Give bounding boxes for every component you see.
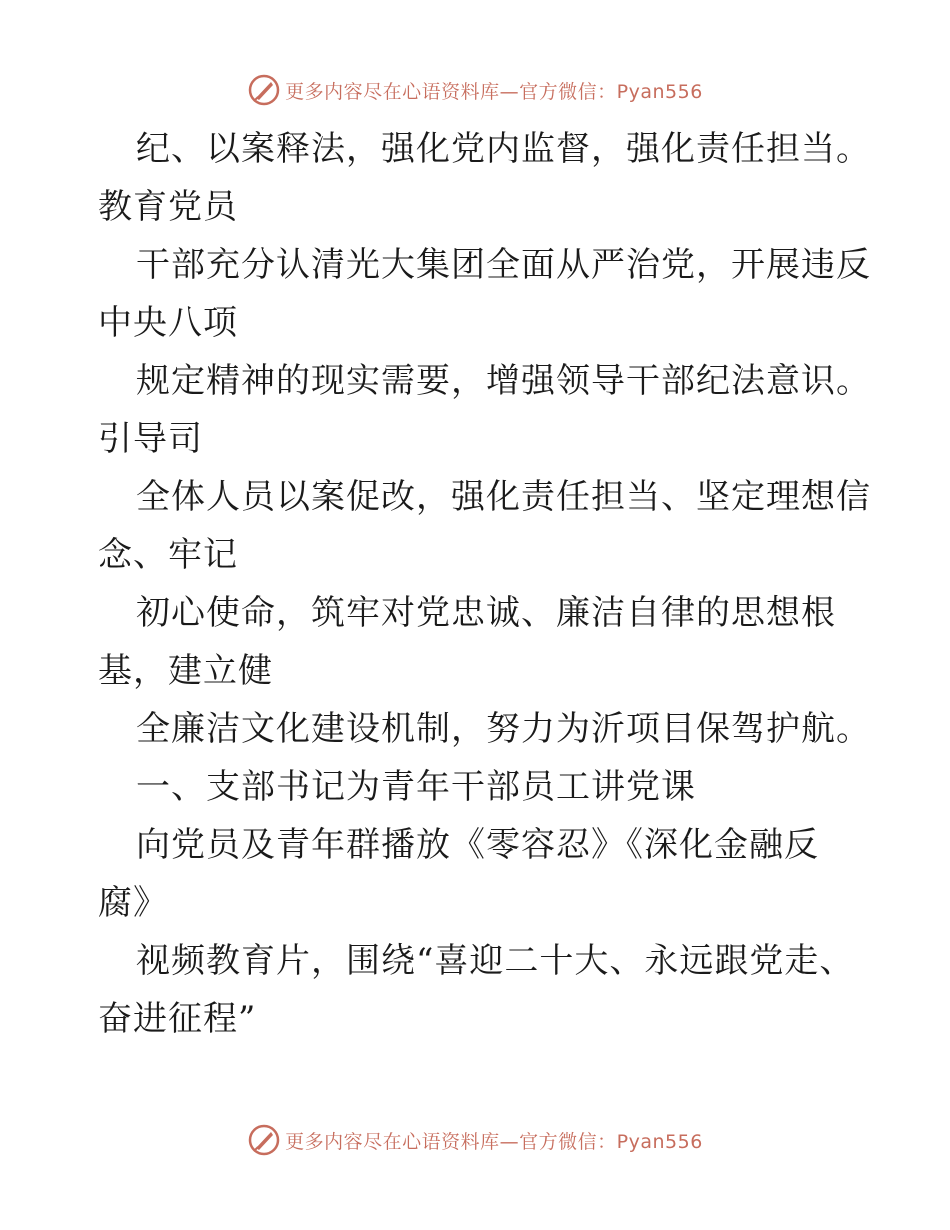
header-watermark [0, 70, 950, 110]
text-line: 视频教育片，围绕“喜迎二十大、永远跟党走、 [136, 941, 855, 981]
text-line: 纪、以案释法，强化党内监督，强化责任担当。 [136, 129, 871, 169]
text-line: 向党员及青年群播放《零容忍》《深化金融反 [136, 825, 819, 865]
text-line: 初心使命，筑牢对党忠诚、廉洁自律的思想根 [136, 593, 836, 633]
watermark-text: 更多内容尽在心语资料库—官方微信：Pyan556 [285, 1130, 703, 1153]
document-body [98, 120, 871, 1048]
text-line: 基，建立健 [98, 651, 273, 691]
text-line: 腐》 [98, 883, 168, 923]
text-line: 干部充分认清光大集团全面从严治党，开展违反 [136, 245, 871, 285]
quill-pen-icon [247, 73, 281, 107]
text-line: 念、牢记 [98, 535, 238, 575]
quill-pen-icon [247, 1123, 281, 1157]
section-heading: 一、支部书记为青年干部员工讲党课 [136, 767, 696, 807]
text-line: 中央八项 [98, 303, 238, 343]
footer-watermark [0, 1120, 950, 1160]
watermark-text: 更多内容尽在心语资料库—官方微信：Pyan556 [285, 80, 703, 103]
text-line: 奋进征程” [98, 999, 257, 1039]
text-line: 全体人员以案促改，强化责任担当、坚定理想信 [136, 477, 871, 517]
text-line: 规定精神的现实需要，增强领导干部纪法意识。 [136, 361, 871, 401]
text-line: 教育党员 [98, 187, 238, 227]
text-line: 全廉洁文化建设机制，努力为沂项目保驾护航。 [136, 709, 871, 749]
text-line: 引导司 [98, 419, 203, 459]
